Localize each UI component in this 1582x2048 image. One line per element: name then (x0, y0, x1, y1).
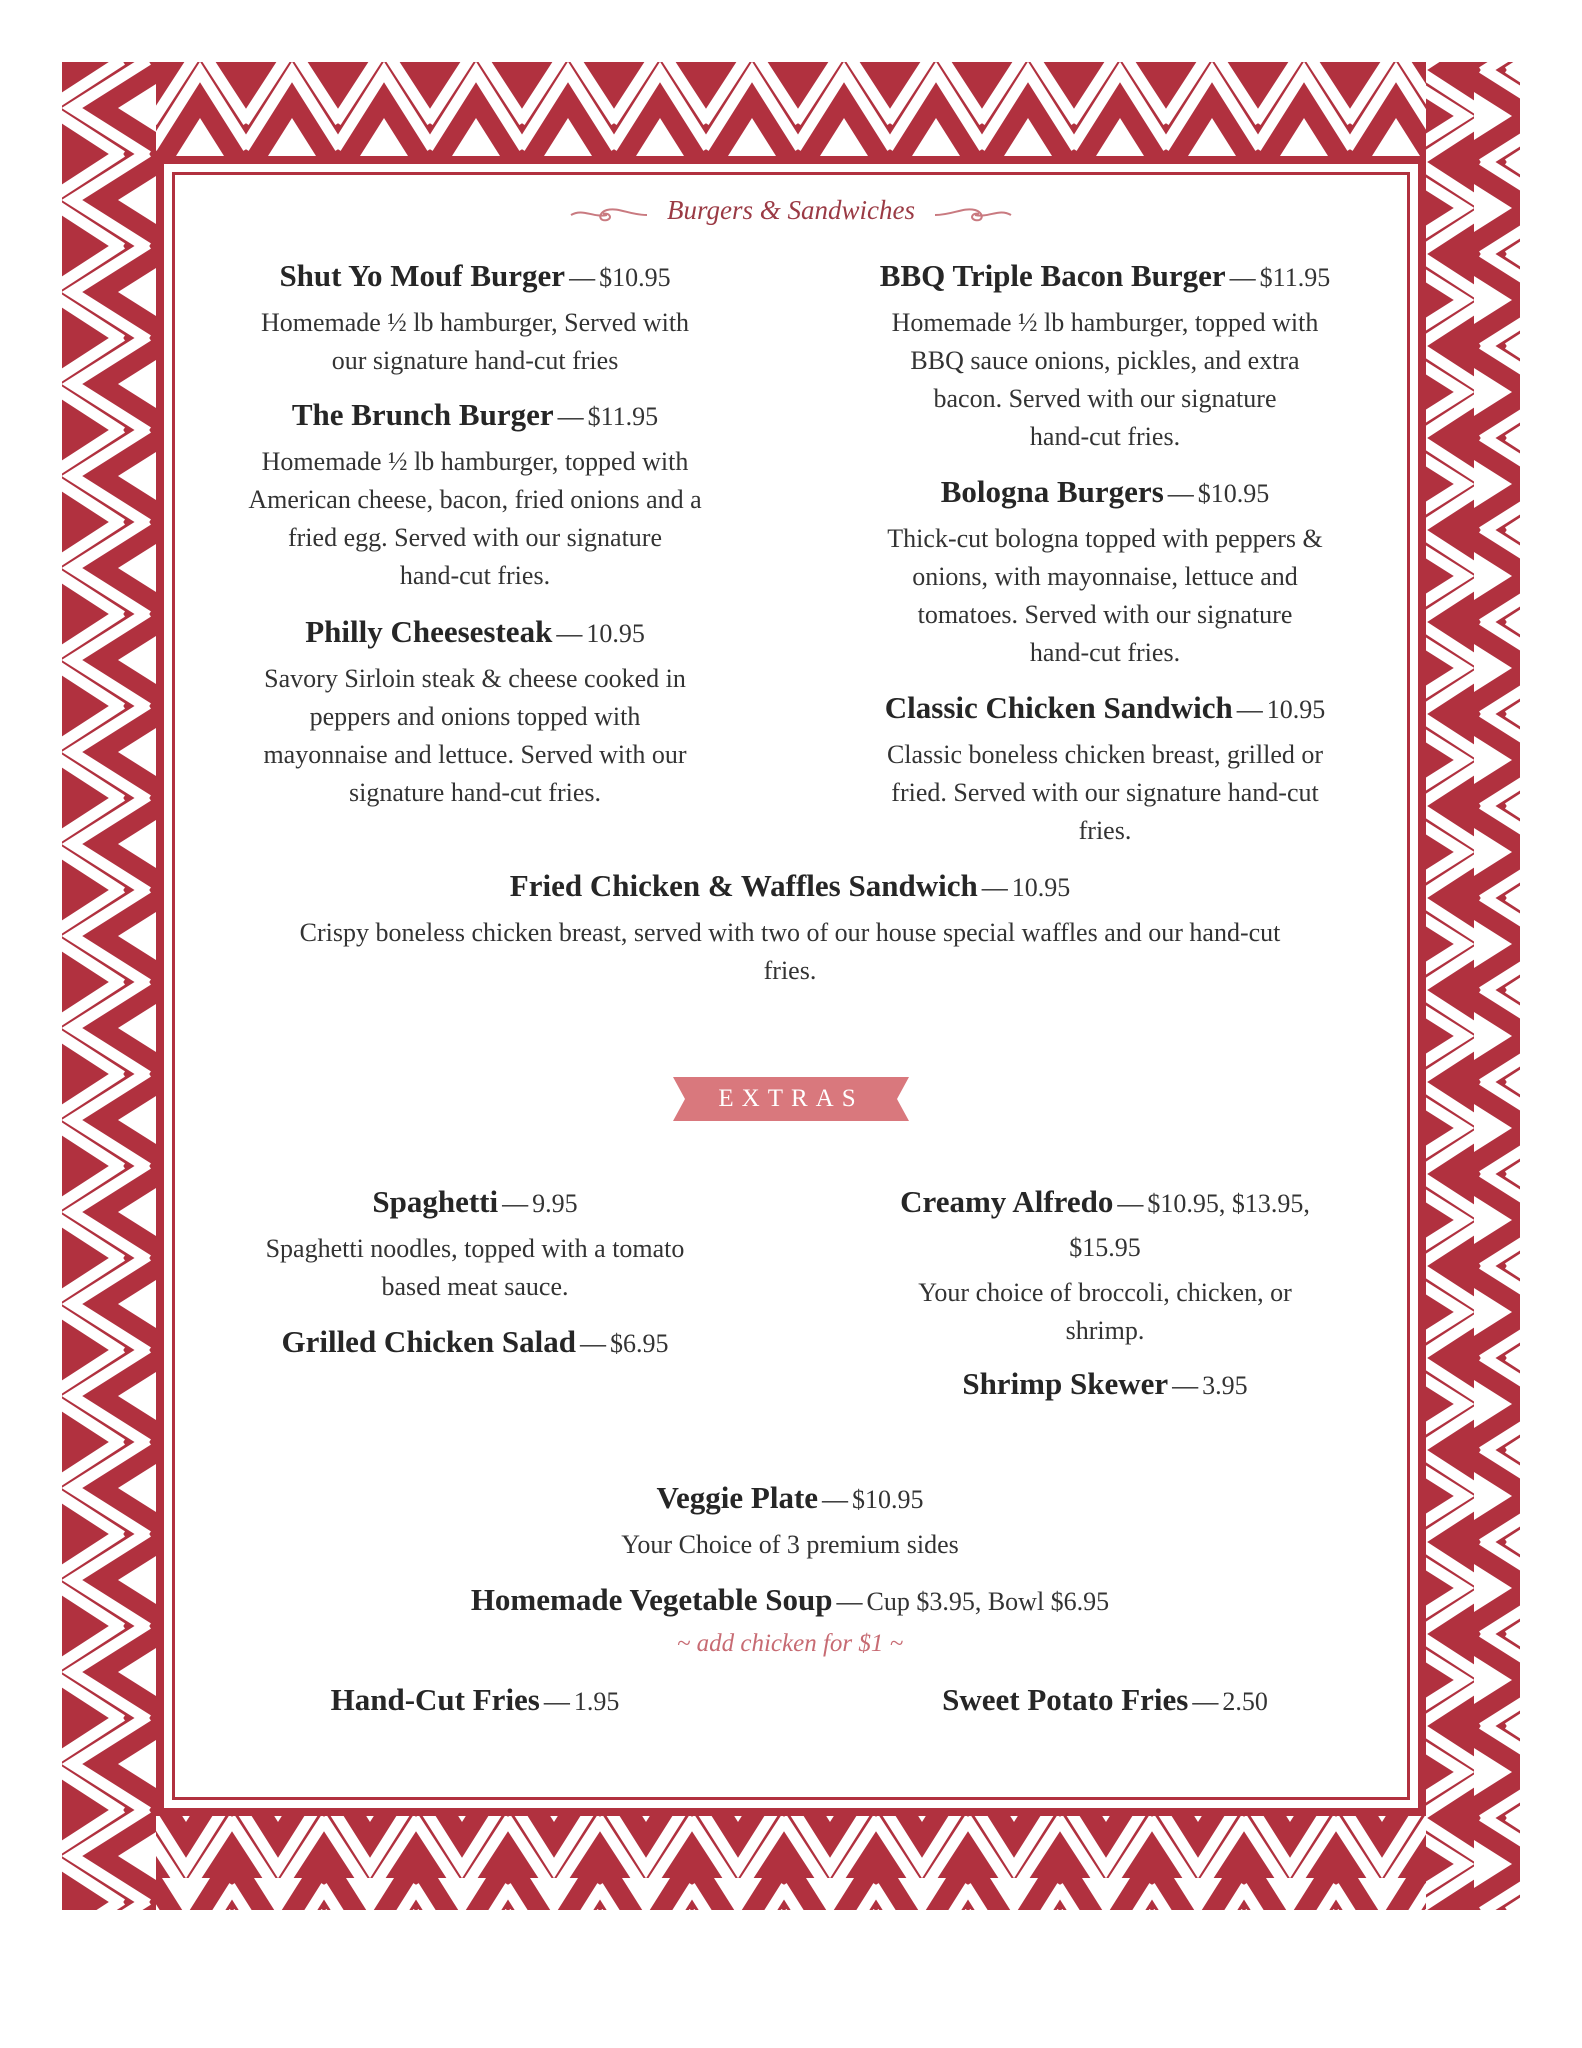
item-name: Fried Chicken & Waffles Sandwich (509, 868, 978, 903)
menu-item: Shut Yo Mouf Burger — $10.95 Homemade ½ lb hamburger, Served with our signature hand-cut fries (175, 256, 775, 380)
menu-item: Fried Chicken & Waffles Sandwich — 10.95 Crispy boneless chicken breast, served with two of our house special waffles and our hand-cut fries. (190, 866, 1390, 990)
item-description: Savory Sirloin steak & cheese cooked in peppers and onions topped with mayonnaise and lettuce. Served with our signature hand-cut fries. (263, 664, 687, 807)
menu-item: Philly Cheesesteak — 10.95 Savory Sirloin steak & cheese cooked in peppers and onions topped with mayonnaise and lettuce. Served with our signature hand-cut fries. (175, 612, 775, 812)
extras-banner (673, 1077, 909, 1121)
item-price: $10.95, $13.95, (1147, 1189, 1310, 1218)
menu-item: Sweet Potato Fries — 2.50 (942, 1682, 1268, 1717)
item-price: $10.95 (852, 1485, 924, 1514)
menu-item: BBQ Triple Bacon Burger — $11.95 Homemade ½ lb hamburger, topped with BBQ sauce onions, pickles, and extra bacon. Served with our signature hand-cut fries. (800, 256, 1410, 456)
item-name: The Brunch Burger (291, 397, 554, 432)
menu-item: Creamy Alfredo — $10.95, $13.95, $15.95 Your choice of broccoli, chicken, or shrimp. (800, 1182, 1410, 1350)
section-title: Burgers & Sandwiches (667, 195, 915, 225)
item-name: Hand-Cut Fries (330, 1682, 540, 1717)
section-heading-burgers (0, 195, 1582, 226)
menu-item: Homemade Vegetable Soup — Cup $3.95, Bowl $6.95 ~ add chicken for $1 ~ (290, 1580, 1290, 1662)
item-name: BBQ Triple Bacon Burger (879, 258, 1226, 293)
flourish-right-icon (933, 204, 1013, 226)
item-description: Your choice of broccoli, chicken, or shrimp. (918, 1278, 1292, 1345)
item-name: Homemade Vegetable Soup (470, 1582, 833, 1617)
item-description: Homemade ½ lb hamburger, Served with our signature hand-cut fries (260, 308, 690, 375)
menu-item: Bologna Burgers — $10.95 Thick-cut bologna topped with peppers & onions, with mayonnaise, lettuce and tomatoes. Served with our signature hand-cut fries. (800, 472, 1410, 672)
item-name: Shrimp Skewer (962, 1366, 1169, 1401)
item-price: 10.95 (586, 619, 645, 648)
item-price: $11.95 (587, 402, 659, 431)
item-description: Your Choice of 3 premium sides (621, 1530, 959, 1559)
item-price: 3.95 (1202, 1371, 1248, 1400)
item-price: 10.95 (1266, 695, 1326, 724)
item-description: Homemade ½ lb hamburger, topped with American cheese, bacon, fried onions and a fried egg. Served with our signature hand-cut fries. (248, 447, 702, 590)
item-description: Crispy boneless chicken breast, served with two of our house special waffles and our hand-cut fries. (299, 918, 1281, 985)
item-price: 2.50 (1222, 1687, 1268, 1716)
item-price: 9.95 (532, 1189, 578, 1218)
item-name: Grilled Chicken Salad (281, 1324, 577, 1359)
menu-item: Spaghetti — 9.95 Spaghetti noodles, topped with a tomato based meat sauce. (175, 1182, 775, 1306)
item-name: Sweet Potato Fries (942, 1682, 1189, 1717)
menu-item: Classic Chicken Sandwich — 10.95 Classic boneless chicken breast, grilled or fried. Served with our signature hand-cut fries. (800, 688, 1410, 850)
menu-item: The Brunch Burger — $11.95 Homemade ½ lb hamburger, topped with American cheese, bacon, fried onions and a fried egg. Served with our signature hand-cut fries. (175, 395, 775, 595)
item-price: $10.95 (599, 263, 671, 292)
item-name: Bologna Burgers (940, 474, 1164, 509)
item-price: 1.95 (573, 1687, 620, 1716)
item-name: Philly Cheesesteak (305, 614, 553, 649)
item-name: Veggie Plate (656, 1480, 819, 1515)
menu-item: Hand-Cut Fries — 1.95 (330, 1682, 620, 1717)
item-price: $11.95 (1259, 263, 1331, 292)
menu-item: Shrimp Skewer — 3.95 (962, 1366, 1248, 1401)
item-description: Homemade ½ lb hamburger, topped with BBQ sauce onions, pickles, and extra bacon. Served with our signature hand-cut fries. (891, 308, 1319, 451)
menu-item: Grilled Chicken Salad — $6.95 (281, 1324, 669, 1359)
item-name: Classic Chicken Sandwich (884, 690, 1233, 725)
item-name: Spaghetti (372, 1184, 499, 1219)
item-note: ~ add chicken for $1 ~ (676, 1630, 904, 1657)
item-price: $15.95 (1069, 1233, 1141, 1262)
item-name: Shut Yo Mouf Burger (279, 258, 566, 293)
menu-item: Veggie Plate — $10.95 Your Choice of 3 premium sides (390, 1478, 1190, 1564)
extras-title: EXTRAS (718, 1085, 864, 1112)
item-name: Creamy Alfredo (900, 1184, 1114, 1219)
item-price: Cup $3.95, Bowl $6.95 (866, 1587, 1110, 1616)
item-price: 10.95 (1011, 873, 1071, 902)
item-description: Classic boneless chicken breast, grilled or fried. Served with our signature hand-cut fries. (886, 740, 1324, 845)
item-price: $10.95 (1197, 479, 1270, 508)
item-description: Thick-cut bologna topped with peppers & onions, with mayonnaise, lettuce and tomatoes. Served with our signature hand-cut fries. (887, 524, 1323, 667)
item-price: $6.95 (610, 1329, 669, 1358)
flourish-left-icon (569, 204, 649, 226)
item-description: Spaghetti noodles, topped with a tomato based meat sauce. (265, 1234, 685, 1301)
